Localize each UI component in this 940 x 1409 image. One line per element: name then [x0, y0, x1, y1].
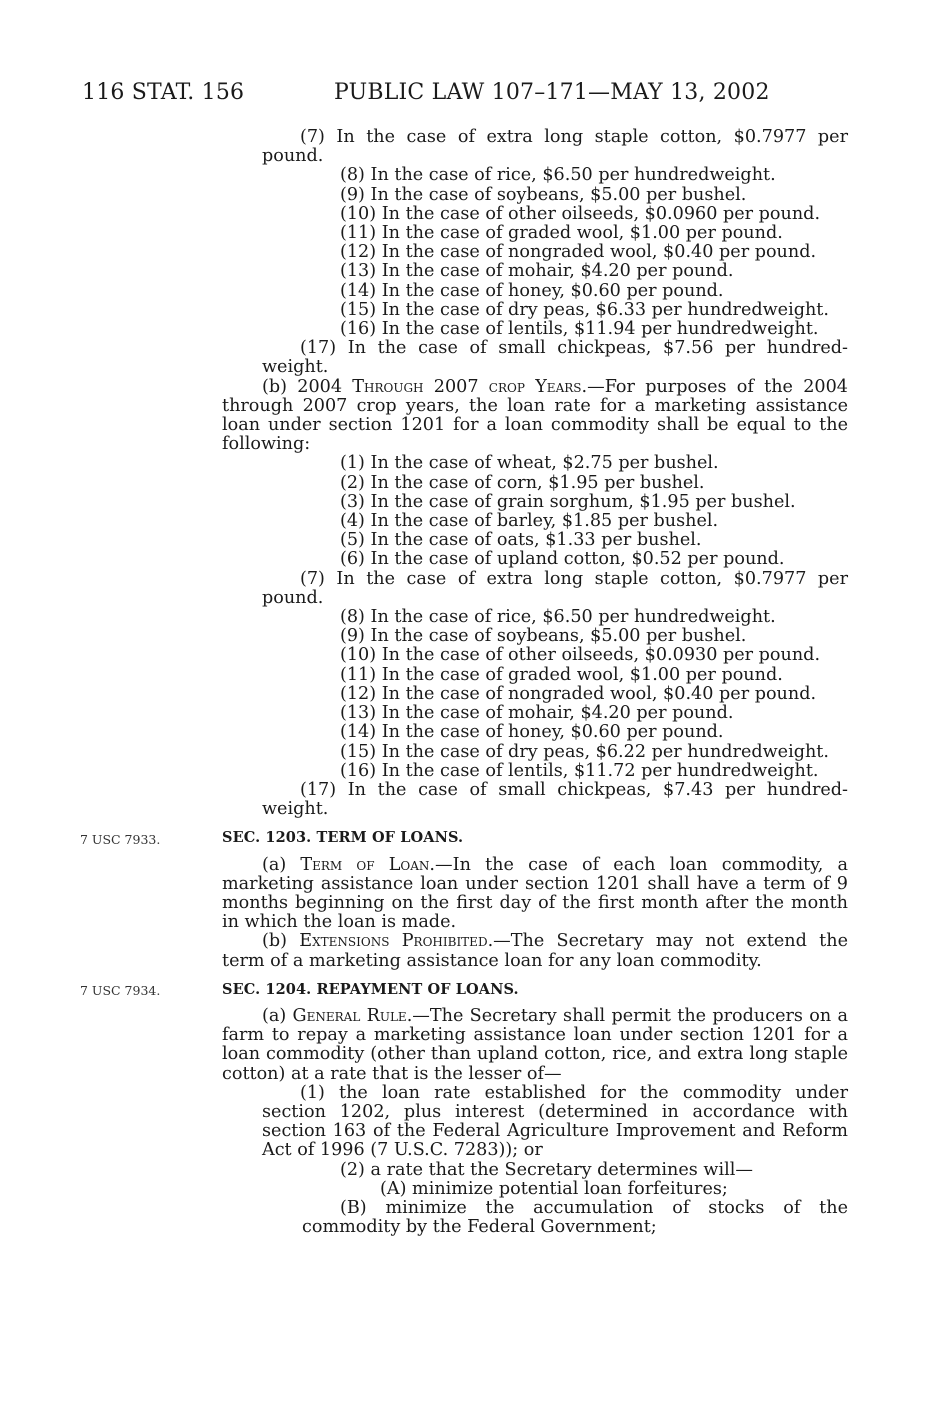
list-item: (9) In the case of soybeans, $5.00 per bushel. — [340, 184, 747, 205]
list-item: (1) In the case of wheat, $2.75 per bushel. — [340, 453, 719, 474]
list-item: (12) In the case of nongraded wool, $0.40 per pound. — [340, 683, 817, 704]
list-item: (10) In the case of other oilseeds, $0.0930 per pound. — [340, 645, 821, 666]
list-item: (9) In the case of soybeans, $5.00 per bushel. — [340, 626, 747, 647]
list-item: (7) In the case of extra long staple cotton, $0.7977 per pound. — [262, 127, 848, 167]
list-item: (11) In the case of graded wool, $1.00 per pound. — [340, 664, 783, 685]
subsection-text: —For purposes of the 2004 through 2007 crop years, the loan rate for a marketing assistance loan under section 1201 for a loan commodity shall be equal to the following: — [222, 376, 848, 455]
subsection-label: (b) — [262, 376, 298, 397]
section-1203-heading: SEC. 1203. TERM OF LOANS. — [222, 829, 464, 847]
list-item: (15) In the case of dry peas, $6.33 per hundredweight. — [340, 299, 829, 320]
list-item: (15) In the case of dry peas, $6.22 per hundredweight. — [340, 741, 829, 762]
list-item: (8) In the case of rice, $6.50 per hundredweight. — [340, 165, 776, 186]
subsection-text: —The Secretary may not extend the term of a marketing assistance loan for any loan commodity. — [222, 931, 848, 971]
list-item: (10) In the case of other oilseeds, $0.0960 per pound. — [340, 203, 821, 224]
section-1203-b — [222, 932, 848, 970]
list-item: (14) In the case of honey, $0.60 per pound. — [340, 280, 724, 301]
list-item: (13) In the case of mohair, $4.20 per pound. — [340, 261, 734, 282]
subsection-label: (a) — [262, 1005, 293, 1026]
section-1204-a — [222, 1007, 848, 1084]
margin-note-usc-7933: 7 USC 7933. — [80, 832, 161, 847]
subsection-text: —The Secretary shall permit the producers on a farm to repay a marketing assistance loan under section 1201 for a loan commodity (other than upland cotton, rice, and extra long staple cotton) at a rate that is the lesser of— — [222, 1005, 848, 1084]
list-item: (8) In the case of rice, $6.50 per hundredweight. — [340, 607, 776, 628]
list-item: (2) In the case of corn, $1.95 per bushel. — [340, 472, 705, 493]
subparagraph-a: (A) minimize potential loan forfeitures; — [380, 1178, 728, 1199]
list-item: (13) In the case of mohair, $4.20 per pound. — [340, 703, 734, 724]
subsection-b — [222, 378, 848, 455]
list-item: (6) In the case of upland cotton, $0.52 per pound. — [340, 549, 785, 570]
list-item: (17) In the case of small chickpeas, $7.56 per hundred-weight. — [262, 338, 848, 378]
list-item: (5) In the case of oats, $1.33 per bushel. — [340, 530, 702, 551]
running-title: PUBLIC LAW 107–171—MAY 13, 2002 — [334, 80, 770, 105]
section-1203-a — [222, 856, 848, 933]
list-item: (11) In the case of graded wool, $1.00 per pound. — [340, 223, 783, 244]
subsection-text: —In the case of each loan commodity, a marketing assistance loan under section 1201 shall have a term of 9 months beginning on the first day of the first month after the month in which the loan is made. — [222, 854, 849, 933]
list-item: (16) In the case of lentils, $11.72 per hundredweight. — [340, 760, 819, 781]
list-item: (14) In the case of honey, $0.60 per pound. — [340, 722, 724, 743]
list-item: (12) In the case of nongraded wool, $0.40 per pound. — [340, 242, 817, 263]
subsection-label: (b) — [262, 931, 300, 952]
page-reference: 116 STAT. 156 — [82, 80, 245, 105]
list-item: (3) In the case of grain sorghum, $1.95 per bushel. — [340, 491, 796, 512]
margin-note-usc-7934: 7 USC 7934. — [80, 983, 161, 998]
paragraph-1: (1) the loan rate established for the commodity under section 1202, plus interest (determined in accordance with section 163 of the Federal Agriculture Improvement and Reform Act of 1996 (7 U.S.C. 7283)); or — [262, 1082, 848, 1161]
subsection-label: (a) — [262, 854, 301, 875]
list-item: (16) In the case of lentils, $11.94 per hundredweight. — [340, 319, 819, 340]
list-item: (17) In the case of small chickpeas, $7.43 per hundred-weight. — [262, 779, 848, 820]
list-item: (4) In the case of barley, $1.85 per bushel. — [340, 511, 719, 532]
paragraph-2: (2) a rate that the Secretary determines will— — [340, 1159, 753, 1180]
subsection-heading: Term of Loan. — [300, 854, 436, 875]
body-text — [222, 128, 848, 1237]
section-1204-heading: SEC. 1204. REPAYMENT OF LOANS. — [222, 980, 519, 998]
subsection-heading: 2004 Through 2007 crop Years. — [297, 376, 588, 397]
list-item: (7) In the case of extra long staple cotton, $0.7977 per pound. — [262, 568, 848, 608]
subsection-heading: Extensions Prohibited. — [299, 931, 494, 952]
subsection-heading: General Rule. — [292, 1005, 413, 1026]
subparagraph-b: (B) minimize the accumulation of stocks of the commodity by the Federal Government; — [302, 1197, 848, 1238]
